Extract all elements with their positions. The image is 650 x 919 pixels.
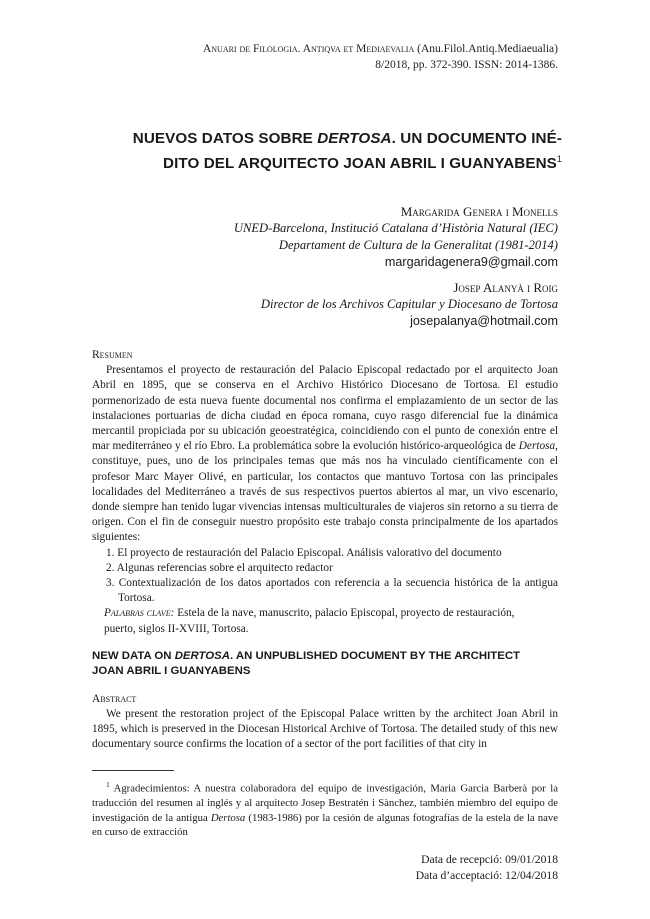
list-item: 1. El proyecto de restauración del Palacio Episcopal. Análisis valorativo del documento [106,546,502,559]
title-text-c: DITO DEL ARQUITECTO JOAN ABRIL I GUANYABENS [163,155,557,173]
list-item: 3. Contextualización de los datos aportados con referencia a la secuencia histórica de la antigua Tortosa. [106,577,558,605]
author-affiliation: UNED-Barcelona, Institució Catalana d’Història Natural (IEC) [233,221,558,235]
resumen-text-a: Presentamos el proyecto de restauración del Palacio Episcopal redactado por el arquitecto Joan Abril en 1895, que se conserva en el Archivo Histórico Diocesano de Tortosa. El estudio pormenorizado de esta nueva fuente documental nos confirma el emplazamiento de un sector de las instalaciones portuarias de dicha ciudad en época romana, cuyo rasgo diferencial fue la dinámica mercantil propiciada por su ubicación geoestratégica, coincidiendo con el punto de conexión entre el mar mediterráneo y el río Ebro. La problemática sobre la evolución histórico-arqueológica de [92,364,558,453]
title-text-a: NUEVOS DATOS SOBRE [132,130,318,147]
resumen-paragraph [92,363,558,545]
author-affiliation: Director de los Archivos Capitular y Diocesano de Tortosa [260,297,558,311]
en-title-b: . AN UNPUBLISHED DOCUMENT BY THE ARCHITECT [229,649,521,662]
submission-dates [258,852,558,883]
keywords-text: Estela de la nave, manuscrito, palacio Episcopal, proyecto de restauración, [177,607,515,620]
english-title-line-2: JOAN ABRIL I GUANYABENS [92,665,251,678]
abstract-section [92,348,558,753]
footnote-rule [92,770,174,771]
footnote-italic: Dertosa [210,811,246,824]
author-block [138,203,558,330]
title-footnote-mark: 1 [556,154,562,164]
keywords-cont: puerto, siglos II-XVIII, Tortosa. [104,622,249,635]
list-item: 2. Algunas referencias sobre el arquitecto redactor [106,561,333,574]
english-title [92,649,558,680]
resumen-label: Resumen [92,349,133,361]
journal-name: Anuari de Filologia. Antiqva et Mediaevalia [202,43,415,55]
abstract-label: Abstract [92,692,137,705]
title-italic: DERTOSA [317,130,392,147]
issue-info: 8/2018, pp. 372-390. ISSN: 2014-1386. [375,59,558,71]
footnote-text-a: Agradecimientos: A nuestra colaboradora del equipo de investigación, Maria Garcia Barberà por la traducción del resumen al inglés y al arquitecto Josep Bestratén i Sànchez, también miembro del equipo de investigación de la antigua [92,782,558,824]
keywords-label: Palabras clave: [104,607,175,620]
footnote-mark: 1 [106,780,110,789]
title-text-b: . UN DOCUMENTO INÉ- [391,130,562,147]
author-name: Josep Alanyà i Roig [453,280,558,295]
journal-line [88,41,558,57]
footnote [92,778,558,840]
author-affiliation: Departament de Cultura de la Generalitat (1981-2014) [278,238,558,252]
author-email: margaridagenera9@gmail.com [384,255,558,269]
keywords [92,606,558,621]
author-name: Margarida Genera i Monells [400,204,558,219]
author-email: josepalanya@hotmail.com [410,314,558,328]
title-line-1 [88,128,562,149]
en-title-italic: DERTOSA [174,649,230,662]
title-line-2 [88,149,562,174]
article-title [88,128,562,174]
footnote-paragraph [92,778,558,840]
english-title-line-1 [92,649,558,665]
accepted-date: Data d’acceptació: 12/04/2018 [415,868,558,882]
resumen-text-b: , constituye, pues, uno de los principales temas que más nos ha vinculado científicamente con el profesor Marc Mayer Olivé, en particular, los contactos que mantuvo Tortosa con las principales localidades del Mediterráneo a través de sus respectivos puertos abiertos al mar, un vivo escenario, donde siempre han tenido lugar vivencias intensas multiculturales de viajeros sin retorno a su tierra de origen. Con el fin de conseguir nuestro propósito este trabajo consta principalmente de los apartados siguientes: [92,440,558,544]
received-date: Data de recepció: 09/01/2018 [421,853,558,866]
abstract-paragraph: We present the restoration project of the Episcopal Palace written by the architect Joan Abril in 1895, which is preserved in the Diocesan Historical Archive of Tortosa. The detailed study of this new documentary source confirms the location of a sector of the port facilities of that city in [92,708,558,751]
en-title-a: NEW DATA ON [92,649,175,662]
running-head [88,41,558,73]
resumen-list [92,546,558,607]
resumen-italic: Dertosa [518,440,556,453]
footnote-text-b: (1983-1986) por la cesión de algunas fotografías de la estela de la nave en curso de extracción [92,811,558,839]
journal-abbrev: (Anu.Filol.Antiq.Mediaeualia) [417,43,558,55]
